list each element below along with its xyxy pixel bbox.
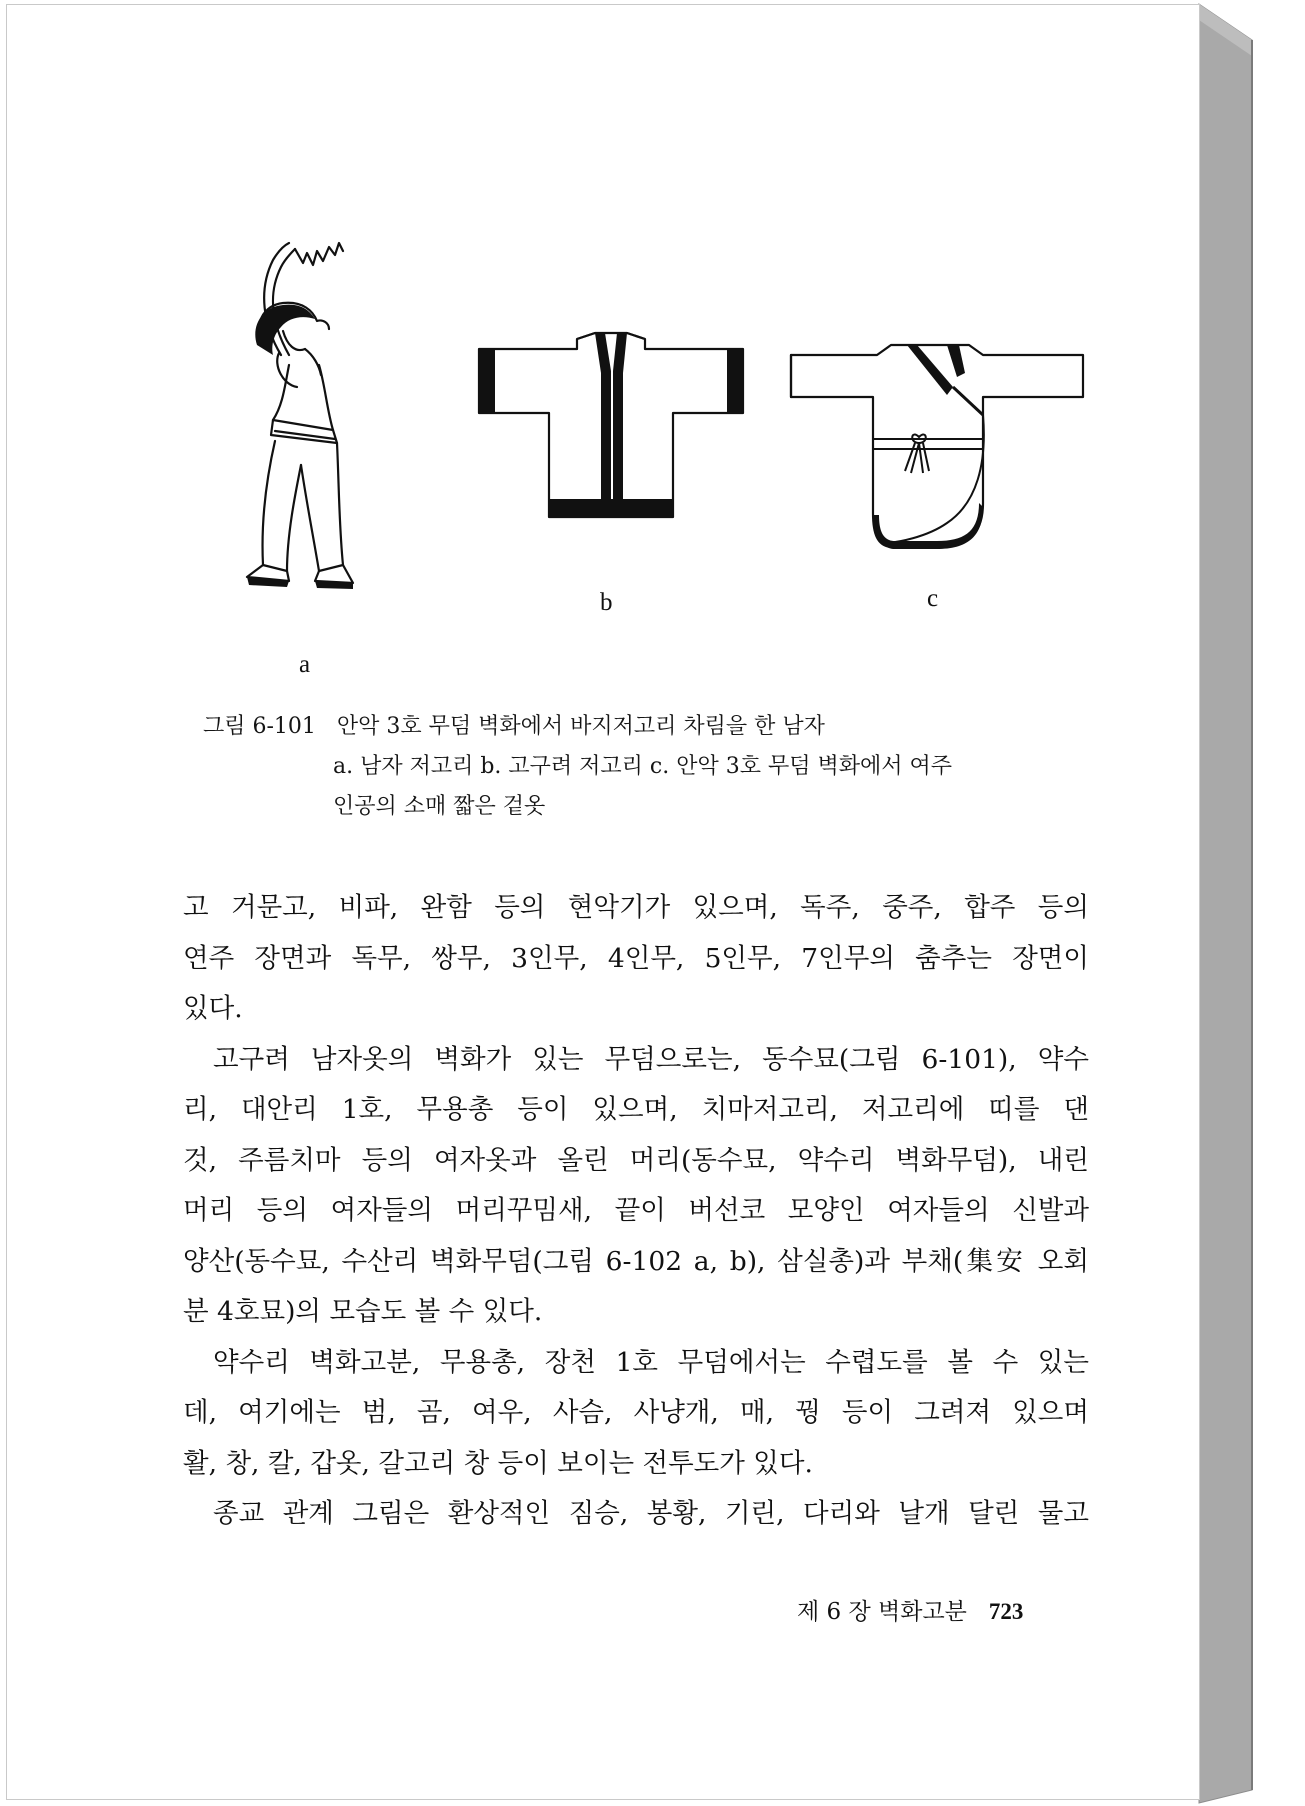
body-line: 고 거문고, 비파, 완함 등의 현악기가 있으며, 독주, 중주, 합주 등의	[183, 892, 1089, 923]
page-number: 723	[988, 1599, 1024, 1624]
caption-subtitle-line-1: a. 남자 저고리 b. 고구려 저고리 c. 안악 3호 무덤 벽화에서 여주	[333, 754, 952, 779]
body-line: 활, 창, 칼, 갑옷, 갈고리 창 등이 보이는 전투도가 있다.	[183, 1447, 813, 1479]
caption-title: 안악 3호 무덤 벽화에서 바지저고리 차림을 한 남자	[336, 714, 825, 739]
body-line: 고구려 남자옷의 벽화가 있는 무덤으로는, 동수묘(그림 6-101), 약수	[213, 1043, 1089, 1075]
body-line: 분 4호묘)의 모습도 볼 수 있다.	[183, 1296, 543, 1327]
body-text	[183, 883, 1089, 1540]
body-line: 것, 주름치마 등의 여자옷과 올린 머리(동수묘, 약수리 벽화무덤), 내린	[183, 1144, 1089, 1176]
figure-a-dancing-man-illustration	[243, 235, 373, 635]
caption-figure-number: 그림 6-101	[203, 714, 316, 739]
body-line: 데, 여기에는 범, 곰, 여우, 사슴, 사냥개, 매, 꿩 등이 그려져 있으며	[183, 1397, 1089, 1428]
figure-c-short-sleeve-outer-garment-illustration	[787, 343, 1087, 549]
figure-caption	[203, 707, 1083, 827]
figure-b-goguryeo-jacket-illustration	[477, 331, 747, 521]
page-footer	[797, 1593, 1067, 1626]
body-line: 리, 대안리 1호, 무용총 등이 있으며, 치마저고리, 저고리에 띠를 댄	[183, 1094, 1089, 1125]
figure-label-a: a	[299, 651, 311, 678]
figure-label-c: c	[927, 585, 939, 612]
figure-label-b: b	[600, 589, 613, 616]
body-line: 약수리 벽화고분, 무용총, 장천 1호 무덤에서는 수렵도를 볼 수 있는	[213, 1346, 1089, 1378]
caption-title-line	[203, 707, 1083, 747]
caption-subtitle-line-2: 인공의 소매 짧은 겉옷	[333, 794, 546, 819]
body-line: 양산(동수묘, 수산리 벽화무덤(그림 6-102 a, b), 삼실총)과 부채(集安 오회	[183, 1245, 1089, 1277]
chapter-title: 제 6 장 벽화고분	[797, 1599, 967, 1625]
body-line: 연주 장면과 독무, 쌍무, 3인무, 4인무, 5인무, 7인무의 춤추는 장면이	[183, 942, 1089, 974]
body-line: 머리 등의 여자들의 머리꾸밈새, 끝이 버선코 모양인 여자들의 신발과	[183, 1195, 1089, 1226]
book-page	[6, 4, 1200, 1800]
body-line: 종교 관계 그림은 환상적인 짐승, 봉황, 기린, 다리와 날개 달린 물고	[213, 1498, 1089, 1529]
body-line: 있다.	[183, 993, 243, 1024]
